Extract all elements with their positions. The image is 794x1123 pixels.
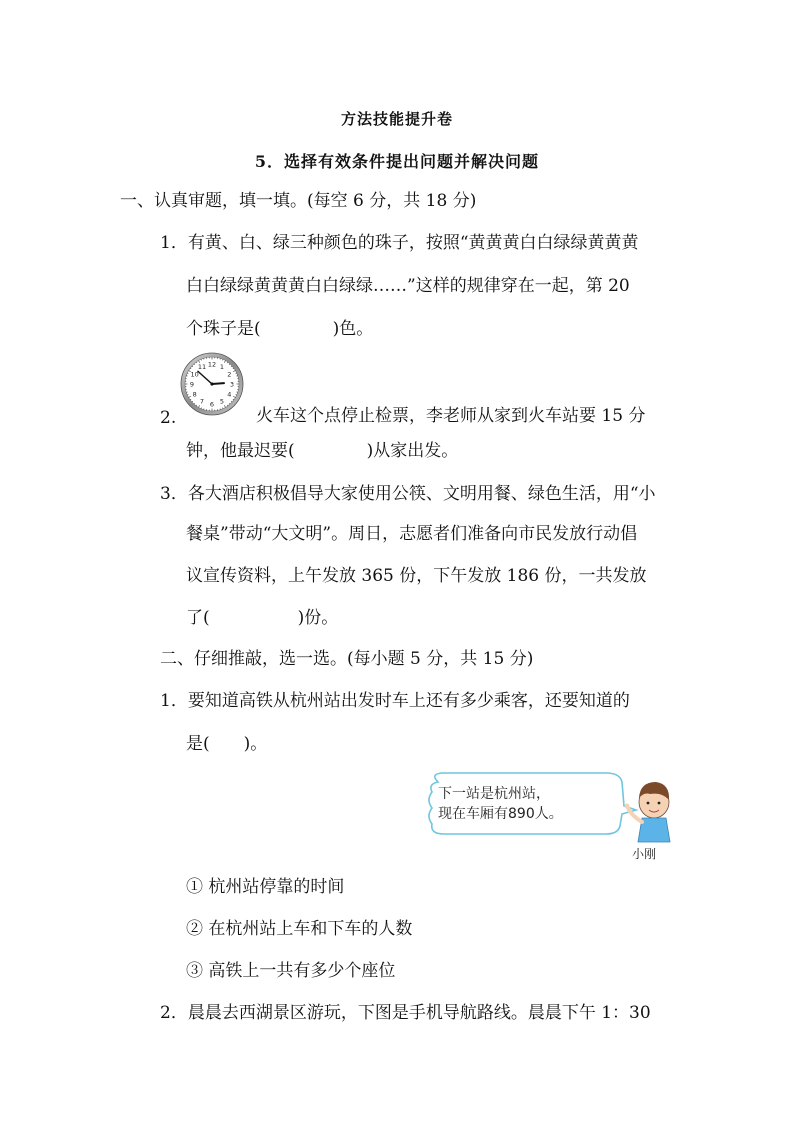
- speech-illustration: [424, 770, 680, 870]
- q3-line4-post: )份。: [297, 608, 339, 628]
- q3-line3: 议宣传资料，上午发放 365 份，下午发放 186 份，一共发放: [186, 566, 647, 586]
- s2q1-option-3[interactable]: ③ 高铁上一共有多少个座位: [186, 961, 396, 981]
- s2q1-option-2[interactable]: ② 在杭州站上车和下车的人数: [186, 919, 413, 939]
- s2q1-option-1[interactable]: ① 杭州站停靠的时间: [186, 877, 345, 897]
- character-name: 小刚: [632, 847, 657, 861]
- q2-number: 2.: [160, 408, 177, 428]
- bubble-line1: 下一站是杭州站，: [438, 786, 550, 802]
- q1-line3: [186, 318, 373, 340]
- section2-heading: 二、仔细推敲，选一选。(每小题 5 分，共 15 分): [160, 649, 534, 669]
- s2q1-line1: 1．要知道高铁从杭州站出发时车上还有多少乘客，还要知道的: [160, 691, 630, 711]
- q2-line2: [186, 440, 458, 462]
- clock-number: 5: [219, 397, 225, 406]
- clock-number: 6: [209, 400, 215, 409]
- q3-line4: [186, 607, 338, 629]
- clock-number: 1: [219, 362, 225, 371]
- q1-line2: 白白绿绿黄黄黄白白绿绿……”这样的规律穿在一起，第 20: [186, 276, 630, 296]
- clock-number: 11: [197, 362, 207, 371]
- clock-number: 3: [229, 380, 235, 389]
- clock-number: 12: [207, 360, 217, 369]
- q3-line2: 餐桌”带动“大文明”。周日，志愿者们准备向市民发放行动倡: [186, 524, 638, 544]
- clock-number: 10: [190, 370, 199, 379]
- s2q2-line1: 2．晨晨去西湖景区游玩，下图是手机导航路线。晨晨下午 1：30: [160, 1003, 651, 1023]
- page-title: 方法技能提升卷: [340, 110, 453, 128]
- speech-bubble: [429, 773, 636, 834]
- clock-number: 8: [192, 390, 197, 399]
- q2-line2-post: )从家出发。: [366, 441, 459, 461]
- clock-hour-hand: [212, 383, 224, 384]
- bubble-line2: 现在车厢有890人。: [438, 806, 563, 822]
- s2q1-line2: [186, 733, 267, 755]
- s2q1-line2-pre: 是(: [186, 734, 210, 754]
- clock-number: 4: [227, 390, 232, 399]
- s2q1-line2-post: )。: [243, 734, 268, 754]
- clock-number: 2: [227, 370, 232, 379]
- q2-line2-pre: 钟，他最迟要(: [186, 441, 295, 461]
- section1-heading: 一、认真审题，填一填。(每空 6 分，共 18 分): [120, 191, 477, 211]
- clock-number: 9: [189, 380, 195, 389]
- q1-line1: 1．有黄、白、绿三种颜色的珠子，按照“黄黄黄白白绿绿黄黄黄: [160, 233, 639, 253]
- boy-figure: [625, 782, 671, 842]
- q1-line3-post: )色。: [332, 319, 374, 339]
- q1-line3-pre: 个珠子是(: [186, 319, 261, 339]
- q3-line4-pre: 了(: [186, 608, 210, 628]
- clock-icon: [180, 346, 244, 422]
- q3-line1: 3．各大酒店积极倡导大家使用公筷、文明用餐、绿色生活，用“小: [160, 484, 656, 504]
- clock-number: 7: [199, 397, 205, 406]
- q2-line1: 火车这个点停止检票，李老师从家到火车站要 15 分: [256, 406, 646, 426]
- page-subtitle: 5．选择有效条件提出问题并解决问题: [254, 152, 540, 171]
